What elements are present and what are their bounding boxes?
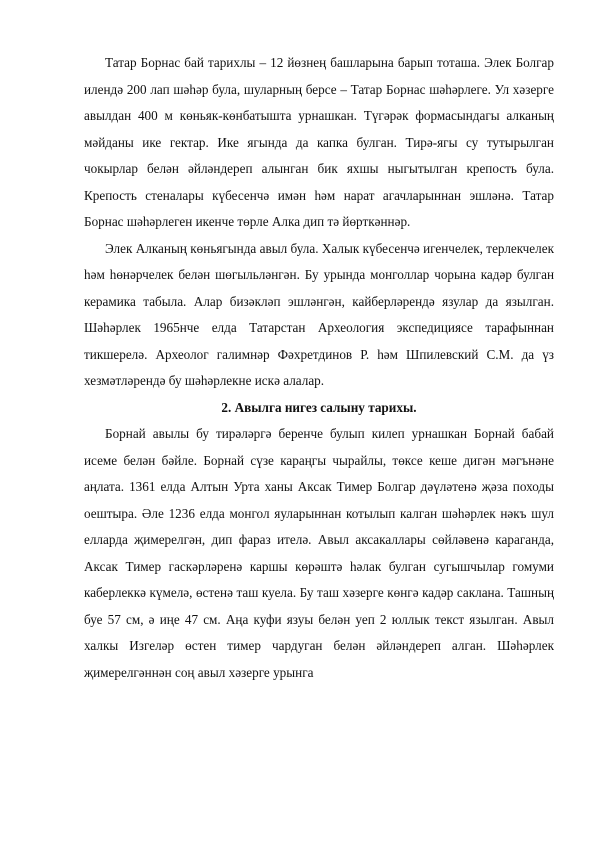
paragraph-3: Борнай авылы бу тирәләргә беренче булып килеп урнашкан Борнай бабай исеме белән бәйле. Борнай сүзе караңгы чырайлы, төксе кеше дигән мәгънәне аңлата. 1361 елда Алтын Урта ханы Аксак Тимер Болгар дәүләтенә җәза походы оештыра. Әле 1236 елда монгол яуларыннан котылып калган шәһәрлек нәкъ шул елларда җимерелгән, дип фараз ителә. Авыл аксакаллары сөйләвенә караганда, Аксак Тимер гаскәрләренә каршы көрәштә һәлак булган сугышчылар гомуми каберлеккә күмелә, өстенә таш куела. Бу таш хәзерге көнгә кадәр саклана. Ташның буе 57 см, ә иңе 47 см. Аңа куфи язуы белән уеп 2 юллык текст язылган. Авыл халкы Изгеләр өстен тимер чардуган белән әйләндереп алган. Шәһәрлек җимерелгәннән соң авыл хәзерге урынга — [84, 426, 554, 680]
paragraph-2: Элек Алканың көньягында авыл була. Халык күбесенчә игенчелек, терлекчелек һәм һөнәрчелек белән шөгыльләнгән. Бу урында монголлар чорына кадәр булган керамика табыла. Алар бизәкләп эшләнгән, кайберләрендә язулар да язылган. Шәһәрлек 1965нче елда Татарстан Археология экспедициясе тарафыннан тикшерелә. Археолог галимнәр Фәхретдинов Р. һәм Шпилевский С.М. да үз хезмәтләрендә бу шәһәрлекне искә алалар. — [84, 240, 554, 388]
document-page — [84, 50, 554, 686]
section-heading: 2. Авылга нигез салыну тарихы. — [221, 399, 417, 415]
paragraph-1: Татар Борнас бай тарихлы – 12 йөзнең башларына барып тоташа. Элек Болгар илендә 200 лап шәһәр була, шуларның берсе – Татар Борнас шәһәрлеге. Ул хәзерге авылдан 400 м көньяк-көнбатышта урнашкан. Түгәрәк формасындагы алканың мәйданы ике гектар. Ике ягында да капка булган. Тирә-ягы су тутырылган чокырлар белән әйләндереп алынган бик яхшы ныгытылган крепость була. Крепость стеналары күбесенчә имән һәм нарат агачларыннан эшләнә. Татар Борнас шәһәрлеген икенче төрле Алка дип тә йөрткәннәр. — [84, 55, 554, 229]
